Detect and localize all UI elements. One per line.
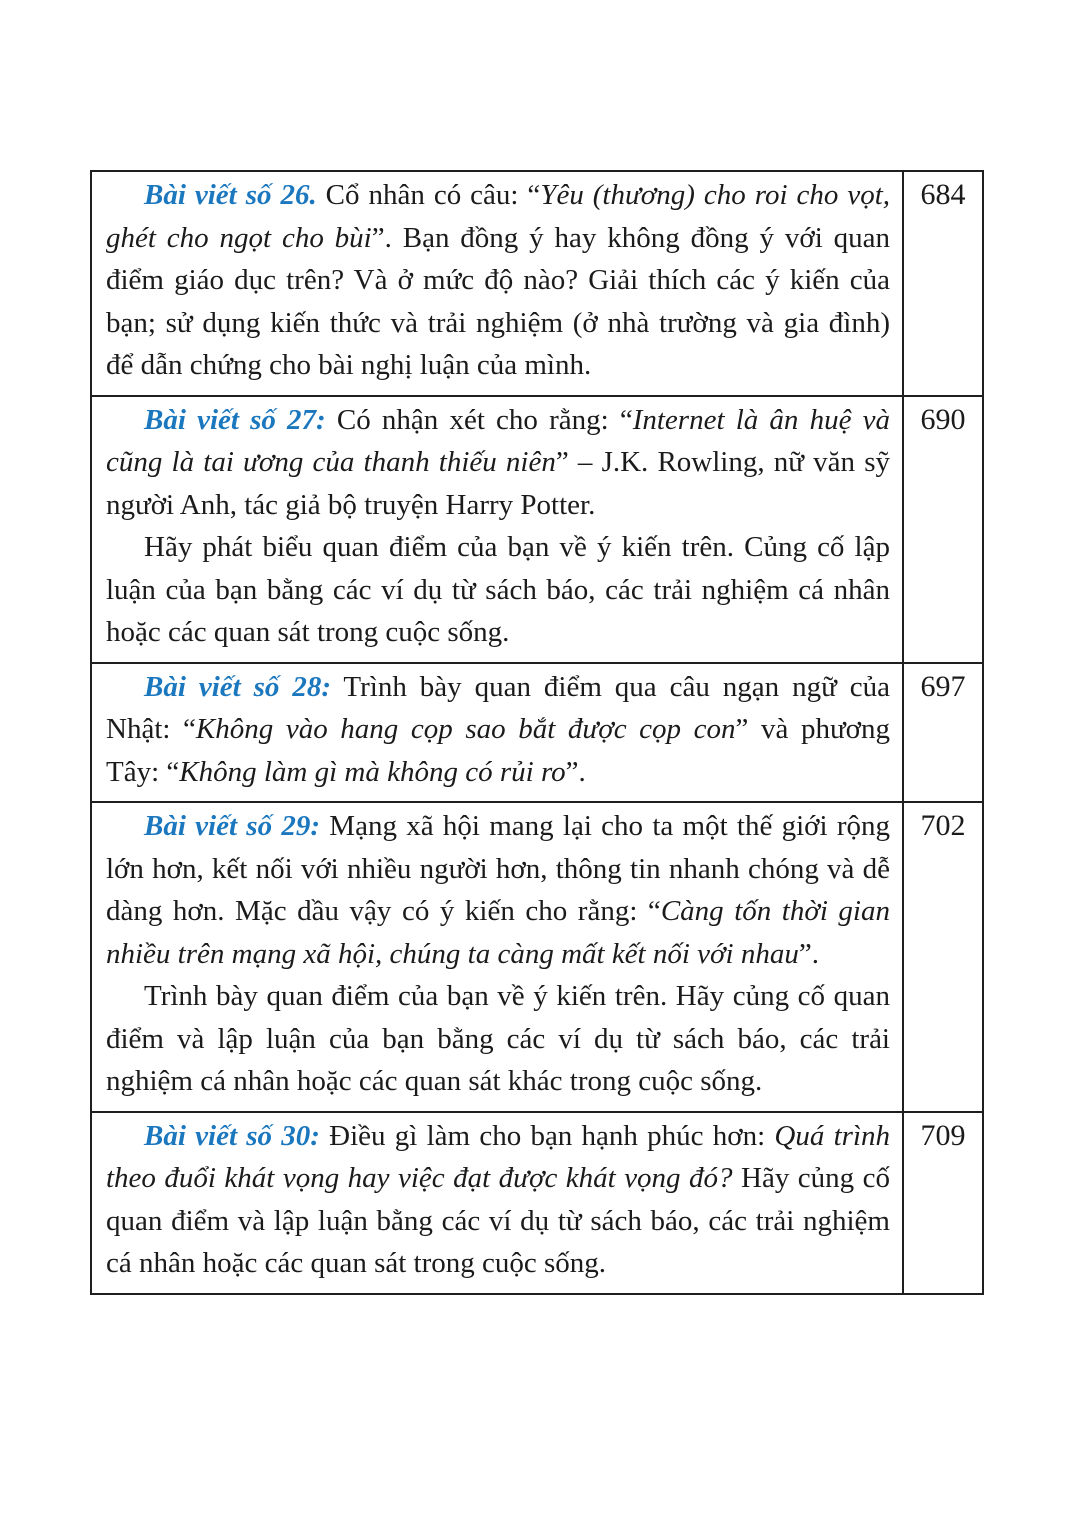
entry-text-segment: Điều gì làm cho bạn hạnh phúc hơn: — [319, 1119, 775, 1152]
toc-row — [92, 662, 982, 802]
entry-paragraph — [106, 1115, 890, 1285]
entry-text-segment: Mạng xã hội mang lại cho ta một thế giới rộng lớn hơn, kết nối với nhiều người hơn, thông tin nhanh chóng và dễ dàng hơn. Mặc dầu vậy có ý kiến cho rằng: “ — [106, 810, 891, 927]
page-number: 702 — [902, 803, 982, 1111]
entry-text-cell — [92, 803, 902, 1111]
toc-row — [92, 172, 982, 395]
entry-text-cell — [92, 172, 902, 395]
entry-paragraph — [106, 526, 890, 654]
entry-title-label: Bài viết số 26. — [144, 179, 317, 211]
entry-title-label: Bài viết số 30: — [144, 1119, 320, 1152]
entry-text-segment: Trình bày quan điểm của bạn về ý kiến trên. Hãy củng cố quan điểm và lập luận của bạn bằng các ví dụ từ sách báo, các trải nghiệm cá nhân hoặc các quan sát khác trong cuộc sống. — [106, 980, 890, 1097]
entry-paragraph — [106, 399, 890, 527]
entry-text-cell — [92, 664, 902, 802]
entry-text-segment: Có nhận xét cho rằng: “ — [325, 403, 633, 436]
entry-text-segment: Hãy phát biểu quan điểm của bạn về ý kiến trên. Củng cố lập luận của bạn bằng các ví dụ từ sách báo, các trải nghiệm cá nhân hoặc các quan sát trong cuộc sống. — [106, 531, 890, 648]
entry-text-segment: ”. — [798, 937, 819, 970]
entry-text-cell — [92, 1113, 902, 1293]
entry-paragraph — [106, 666, 890, 794]
entry-text-segment: ” và phương Tây: “ — [106, 713, 891, 788]
entry-text-segment: ” – J.K. Rowling, nữ văn sỹ người Anh, tác giả bộ truyện Harry Potter. — [106, 446, 890, 521]
entry-paragraph — [106, 975, 890, 1103]
entry-title-label: Bài viết số 29: — [144, 810, 321, 842]
toc-table — [90, 170, 984, 1295]
entry-text-segment: Hãy củng cố quan điểm và lập luận bằng các ví dụ từ sách báo, các trải nghiệm cá nhân hoặc các quan sát trong cuộc sống. — [106, 1162, 890, 1279]
entry-text-segment: Càng tốn thời gian nhiều trên mạng xã hội, chúng ta càng mất kết nối với nhau — [106, 895, 890, 970]
entry-text-cell — [92, 397, 902, 662]
entry-text-segment: Quá trình theo đuổi khát vọng hay việc đạt được khát vọng đó? — [106, 1119, 891, 1194]
page-number: 697 — [902, 664, 982, 802]
toc-row — [92, 801, 982, 1111]
page-number: 709 — [902, 1113, 982, 1293]
entry-text-segment: Internet là ân huệ và cũng là tai ương của thanh thiếu niên — [106, 403, 890, 478]
entry-text-segment: Không vào hang cọp sao bắt được cọp con — [195, 713, 736, 745]
entry-paragraph — [106, 805, 890, 975]
entry-text-segment: Yêu (thương) cho roi cho vọt, ghét cho ngọt cho bùi — [106, 179, 891, 254]
entry-paragraph — [106, 174, 890, 387]
toc-row — [92, 1111, 982, 1293]
toc-row — [92, 395, 982, 662]
entry-text-segment: ”. Bạn đồng ý hay không đồng ý với quan điểm giáo dục trên? Và ở mức độ nào? Giải thích các ý kiến của bạn; sử dụng kiến thức và trải nghiệm (ở nhà trường và gia đình) để dẫn chứng cho bài nghị luận của mình. — [106, 221, 890, 381]
entry-text-segment: ”. — [565, 755, 586, 788]
entry-text-segment: Cổ nhân có câu: “ — [316, 179, 541, 211]
entry-text-segment: Không làm gì mà không có rủi ro — [179, 755, 566, 788]
entry-title-label: Bài viết số 28: — [144, 670, 332, 703]
page-number: 690 — [902, 397, 982, 662]
entry-text-segment: Trình bày quan điểm qua câu ngạn ngữ của Nhật: “ — [106, 670, 891, 745]
entry-title-label: Bài viết số 27: — [144, 403, 326, 436]
page-number: 684 — [902, 172, 982, 395]
